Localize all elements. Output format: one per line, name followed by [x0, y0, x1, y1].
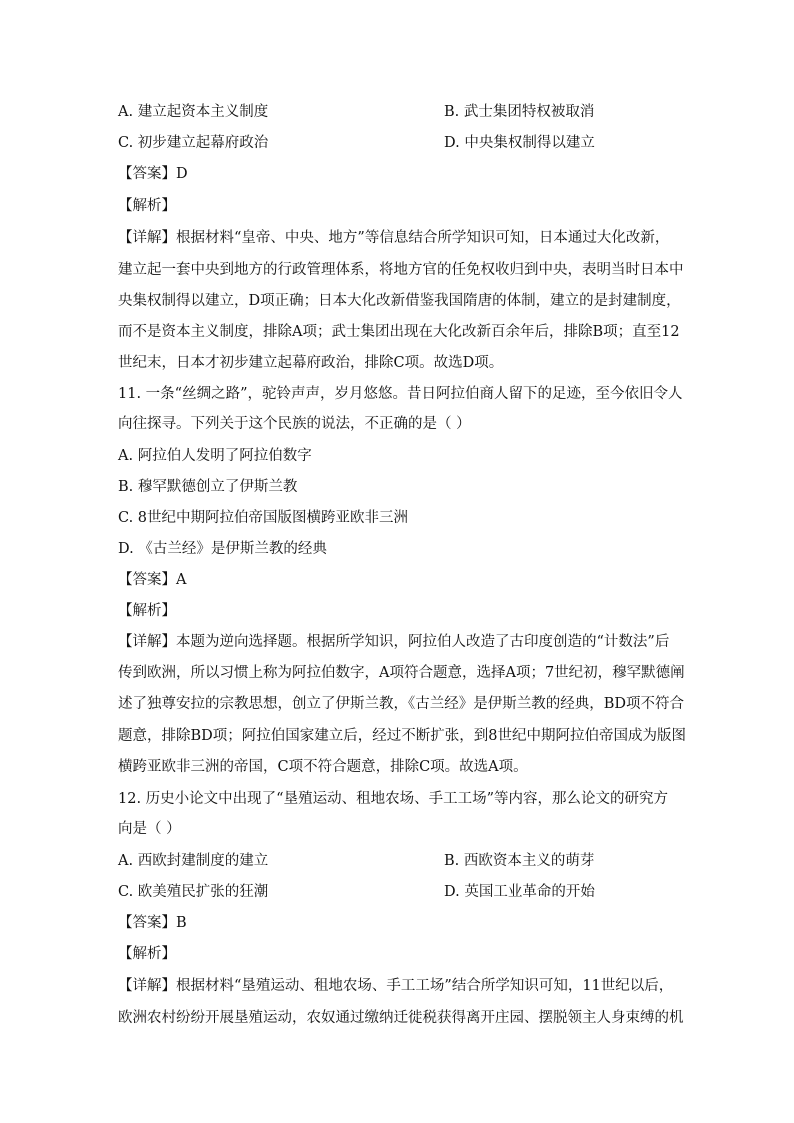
- q10-answer: [118, 164, 188, 184]
- q10-detail-line: 而不是资本主义制度，排除A项；武士集团出现在大化改新百余年后，排除B项；直至12: [118, 324, 680, 340]
- q10-analysis-label: 【解析】: [118, 198, 176, 214]
- q11-detail-line: [118, 632, 669, 652]
- detail-label: 【详解】: [118, 978, 176, 994]
- q11-detail-line: 述了独尊安拉的宗教思想，创立了伊斯兰教，《古兰经》是伊斯兰教的经典，BD项不符合: [118, 696, 685, 712]
- detail-text: 根据材料“垦殖运动、租地农场、手工工场”结合所学知识可知，11世纪以后，: [176, 978, 674, 994]
- q11-detail-line: 传到欧洲，所以习惯上称为阿拉伯数字，A项符合题意，选择A项；7世纪初，穆罕默德阐: [118, 665, 685, 681]
- answer-label: 【答案】: [118, 166, 176, 182]
- answer-label: 【答案】: [118, 915, 176, 931]
- answer-value: D: [176, 166, 188, 182]
- q12-option-a: A. 西欧封建制度的建立: [118, 853, 269, 869]
- q11-option-c: C. 8世纪中期阿拉伯帝国版图横跨亚欧非三洲: [118, 510, 409, 526]
- q12-stem: 12. 历史小论文中出现了“垦殖运动、租地农场、手工工场”等内容，那么论文的研究方: [118, 791, 668, 807]
- q11-analysis-label: 【解析】: [118, 603, 176, 619]
- detail-text: 本题为逆向选择题。根据所学知识，阿拉伯人改造了古印度创造的“计数法”后: [176, 634, 670, 650]
- q11-option-d: D. 《古兰经》是伊斯兰教的经典: [118, 541, 327, 557]
- answer-value: B: [176, 915, 187, 931]
- q11-detail-line: 题意，排除BD项；阿拉伯国家建立后，经过不断扩张，到8世纪中期阿拉伯帝国成为版图: [118, 728, 687, 744]
- detail-label: 【详解】: [118, 230, 176, 246]
- q11-stem: 11. 一条“丝绸之路”，驼铃声声，岁月悠悠。昔日阿拉伯商人留下的足迹，至今依旧令人: [118, 386, 683, 402]
- q12-detail-line: [118, 976, 673, 996]
- q12-stem: 向是（ ）: [118, 821, 181, 837]
- q10-option-a: A. 建立起资本主义制度: [118, 104, 269, 120]
- q12-answer: [118, 913, 187, 933]
- q11-option-a: A. 阿拉伯人发明了阿拉伯数字: [118, 448, 312, 464]
- q12-option-c: C. 欧美殖民扩张的狂潮: [118, 884, 269, 900]
- q12-detail-line: 欧洲农村纷纷开展垦殖运动，农奴通过缴纳迁徙税获得离开庄园、摆脱领主人身束缚的机: [118, 1010, 684, 1026]
- q12-analysis-label: 【解析】: [118, 946, 176, 962]
- q10-detail-line: 央集权制得以建立，D项正确；日本大化改新借鉴我国隋唐的体制，建立的是封建制度，: [118, 293, 681, 309]
- q12-option-d: D. 英国工业革命的开始: [444, 884, 595, 900]
- q10-option-b: B. 武士集团特权被取消: [444, 104, 595, 120]
- q12-option-b: B. 西欧资本主义的萌芽: [444, 853, 595, 869]
- answer-label: 【答案】: [118, 572, 176, 588]
- q10-option-c: C. 初步建立起幕府政治: [118, 135, 269, 151]
- q10-option-d: D. 中央集权制得以建立: [444, 135, 595, 151]
- detail-text: 根据材料“皇帝、中央、地方”等信息结合所学知识可知，日本通过大化改新，: [176, 230, 670, 246]
- q10-detail-line: 建立起一套中央到地方的行政管理体系，将地方官的任免权收归到中央，表明当时日本中: [118, 262, 684, 278]
- q11-option-b: B. 穆罕默德创立了伊斯兰教: [118, 479, 298, 495]
- q11-stem: 向往探寻。下列关于这个民族的说法，不正确的是（ ）: [118, 416, 471, 432]
- q10-detail-line: [118, 228, 669, 248]
- detail-label: 【详解】: [118, 634, 176, 650]
- q11-detail-line: 横跨亚欧非三洲的帝国，C项不符合题意，排除C项。故选A项。: [118, 759, 528, 775]
- q11-answer: [118, 570, 186, 590]
- answer-value: A: [176, 572, 187, 588]
- q10-detail-line: 世纪末，日本才初步建立起幕府政治，排除C项。故选D项。: [118, 355, 504, 371]
